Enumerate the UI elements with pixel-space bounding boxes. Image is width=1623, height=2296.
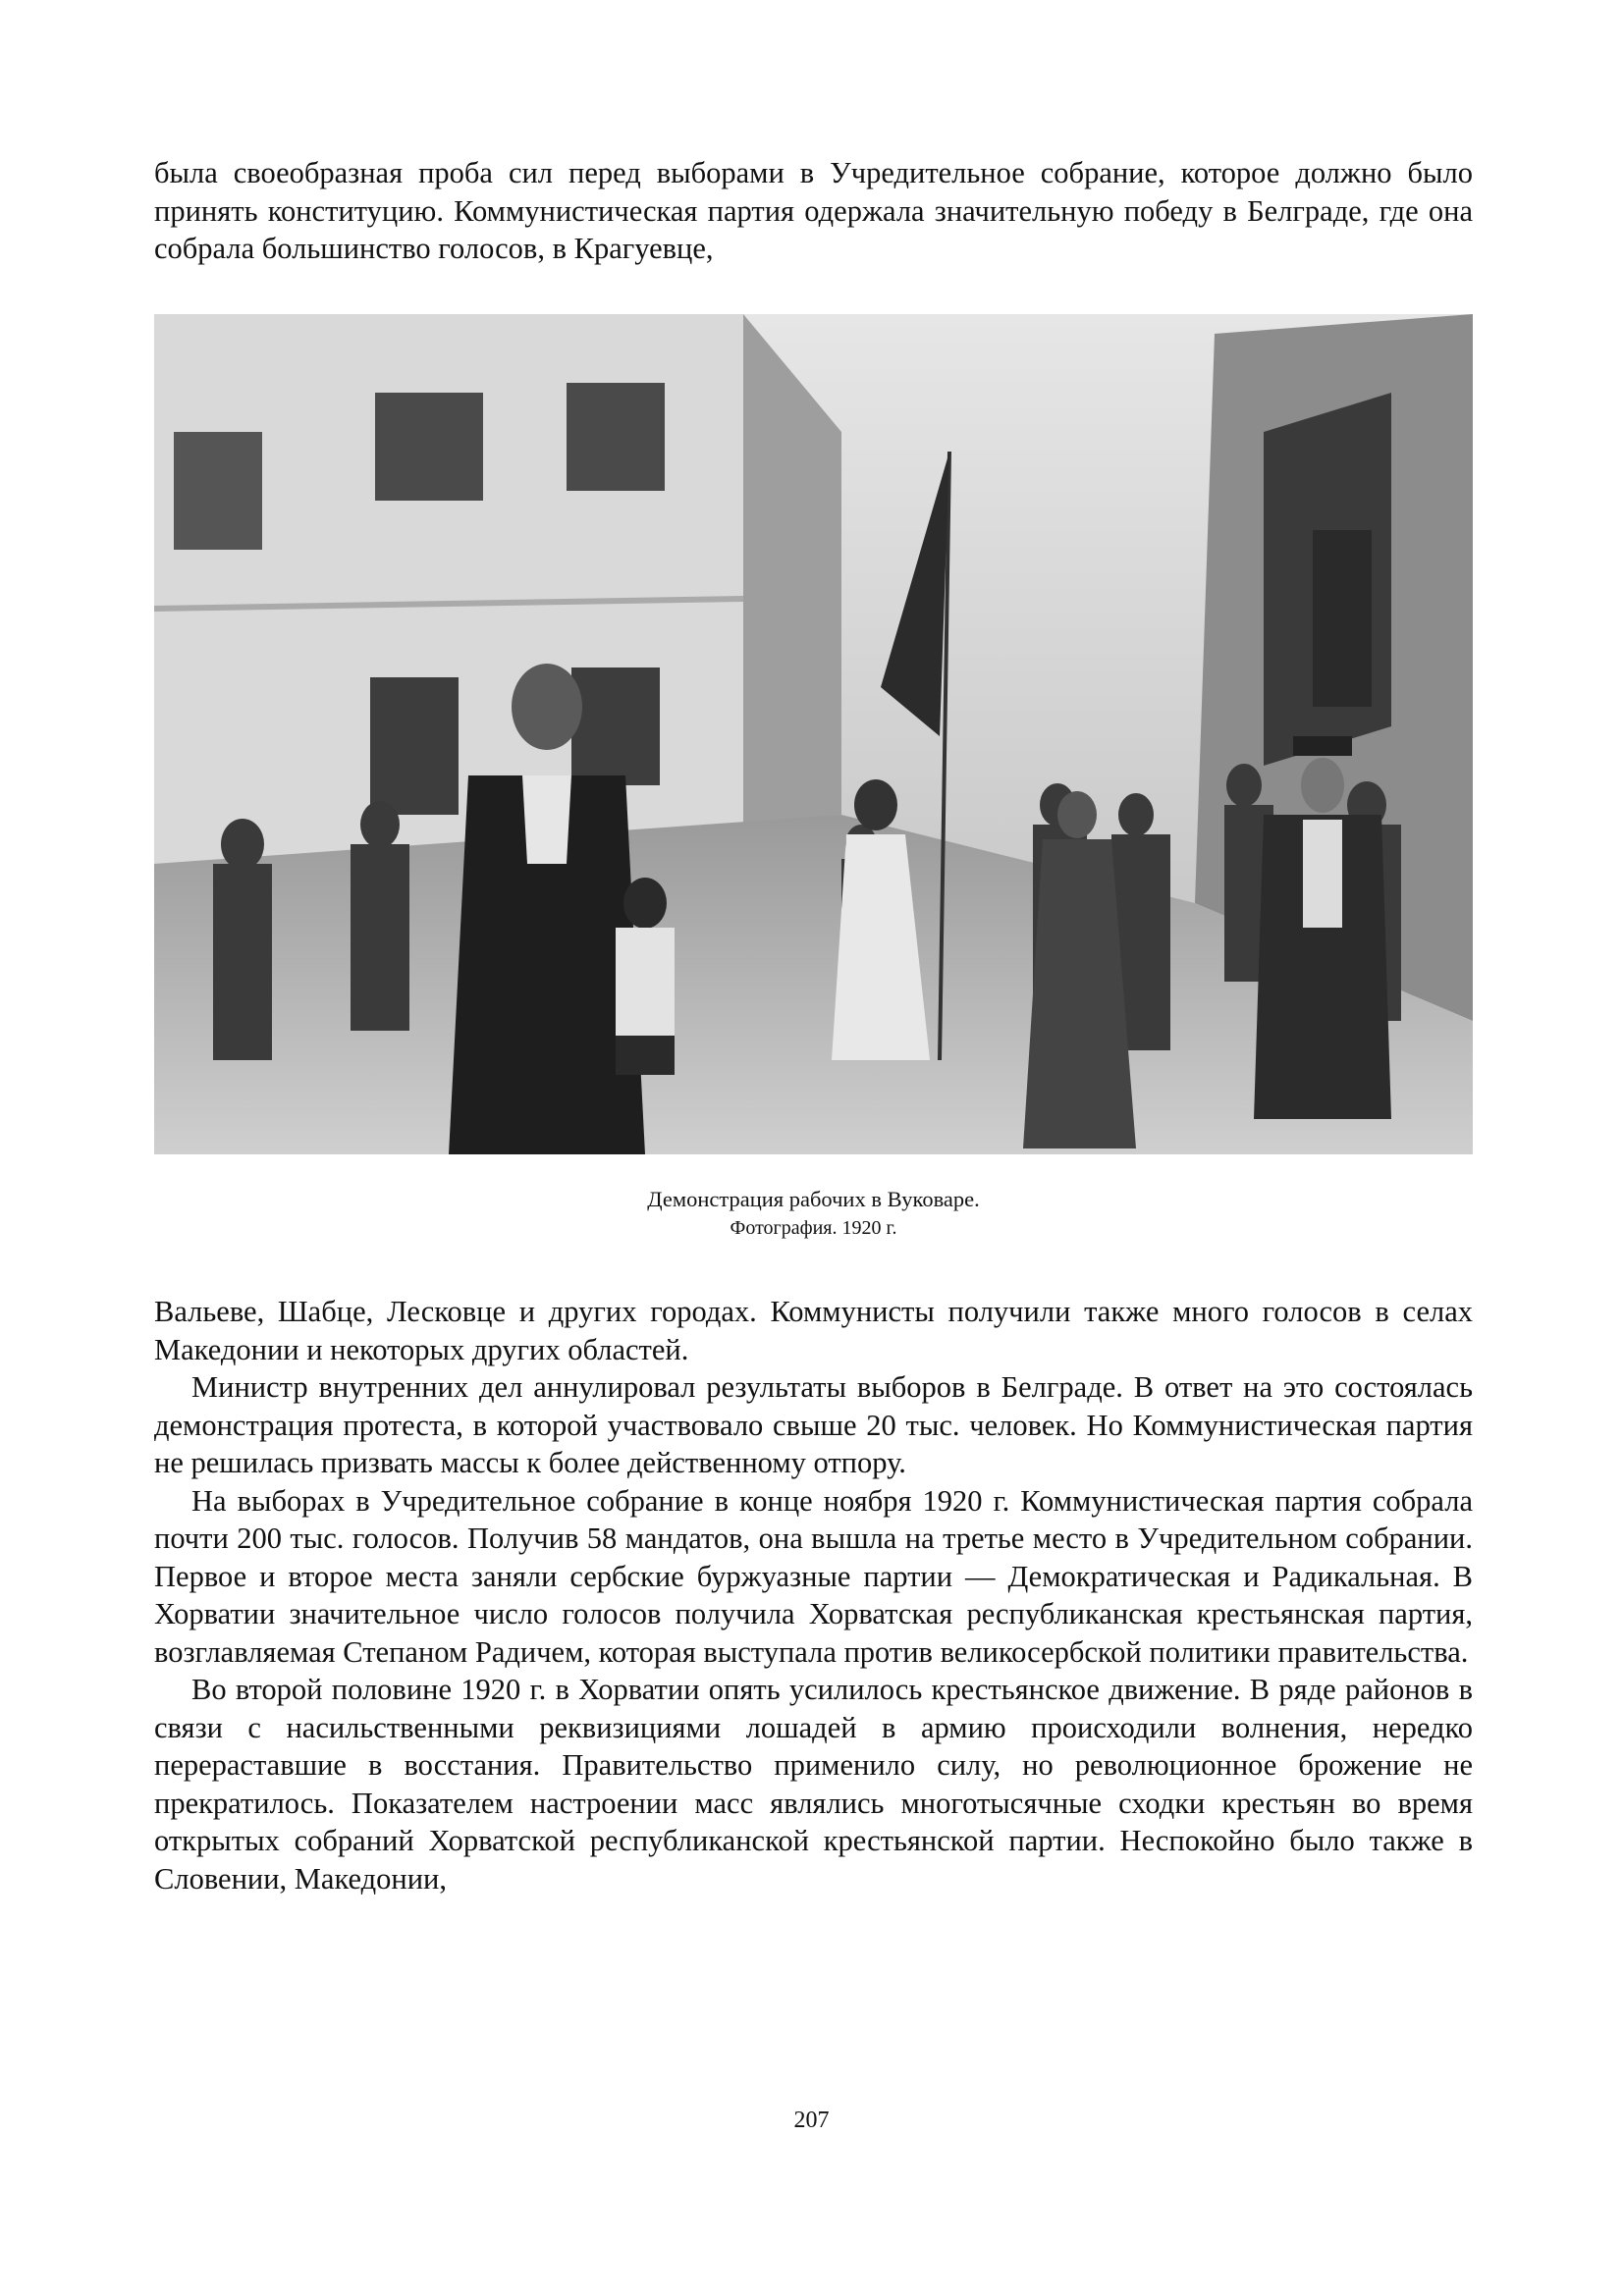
figure-caption: Демонстрация рабочих в Вуковаре. <box>647 1187 980 1211</box>
figure-caption-date: Фотография. 1920 г. <box>730 1217 897 1239</box>
paragraph: На выборах в Учредительное собрание в конце ноября 1920 г. Коммунистическая партия собрала почти 200 тыс. голосов. Получив 58 мандатов, она вышла на третье место в Учредительном собрании. Первое и второе места заняли сербские буржуазные партии — Демократическая и Радикальная. В Хорватии значительное число голосов получила Хорватская республиканская крестьянская партия, возглавляемая Степаном Радичем, которая выступала против великосербской политики правительства. <box>154 1483 1473 1669</box>
paragraph: Министр внутренних дел аннулировал результаты выборов в Белграде. В ответ на это состоялась демонстрация протеста, в которой участвовало свыше 20 тыс. человек. Но Коммунистическая партия не решилась призвать массы к более действенному отпору. <box>154 1370 1473 1479</box>
body-text <box>154 1293 1473 1897</box>
paragraph: Вальеве, Шабце, Лесковце и других городах. Коммунисты получили также много голосов в селах Македонии и некоторых других областей. <box>154 1295 1473 1366</box>
paragraph: Во второй половине 1920 г. в Хорватии опять усилилось крестьянское движение. В ряде районов в связи с насильственными реквизициями лошадей в армию происходили волнения, нередко перераставшие в восстания. Правительство применило силу, но революционное брожение не прекратилось. Показателем настроении масс являлись многотысячные сходки крестьян во время открытых собраний Хорватской республиканской крестьянской партии. Неспокойно было также в Словении, Македонии, <box>154 1673 1473 1896</box>
page-number: 207 <box>793 2108 830 2133</box>
photo-illustration <box>154 314 1473 1154</box>
paragraph-continuation: была своеобразная проба сил перед выборами в Учредительное собрание, которое должно было принять конституцию. Коммунистическая партия одержала значительную победу в Белграде, где она собрала большинство голосов, в Крагуевце, <box>154 156 1473 265</box>
top-paragraph <box>154 154 1473 268</box>
demonstration-photo <box>154 314 1473 1154</box>
